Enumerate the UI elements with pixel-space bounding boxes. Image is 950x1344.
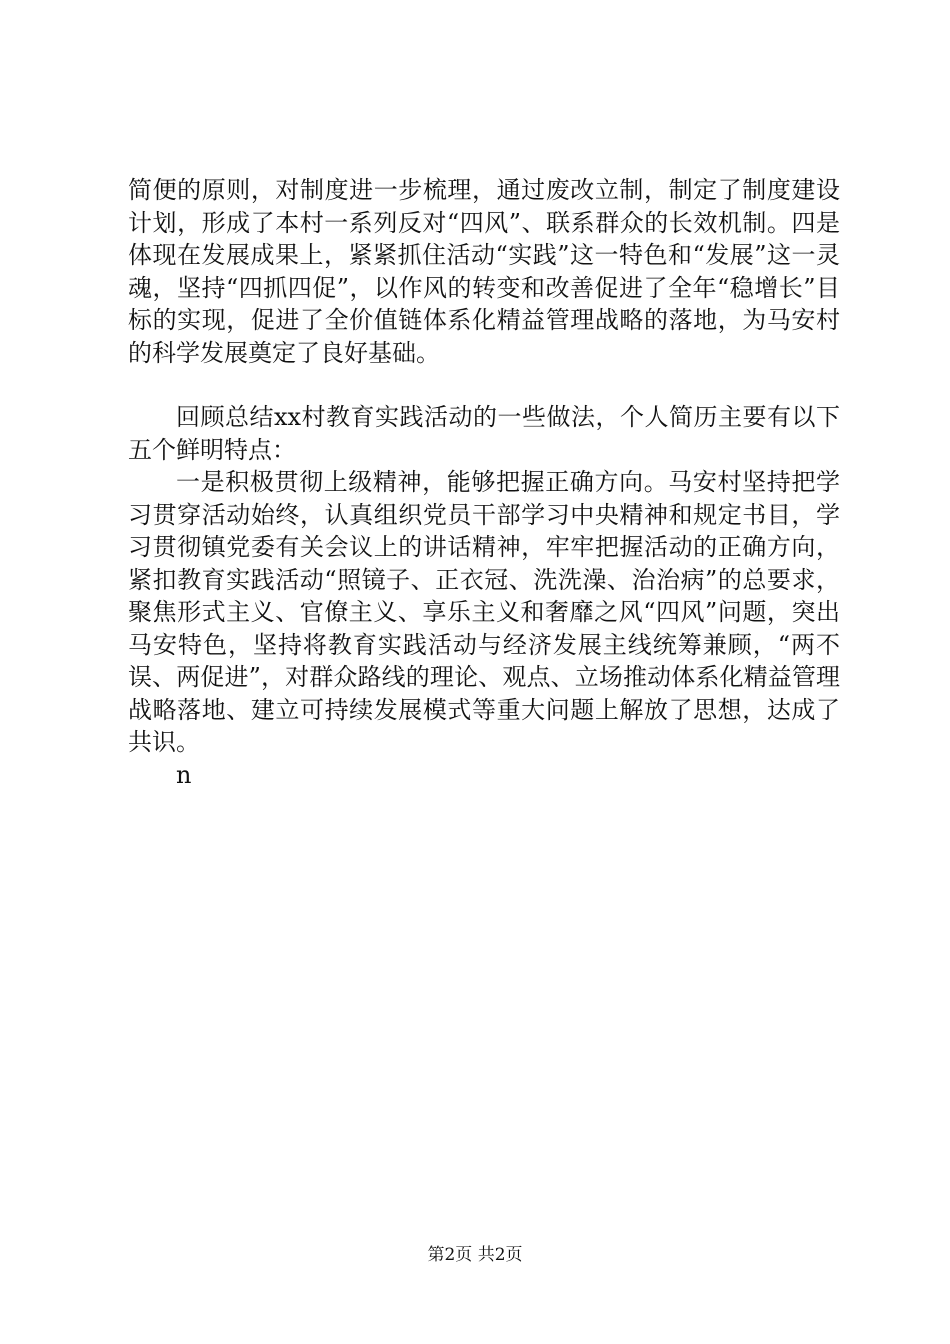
paragraph-review-summary: 回顾总结xx村教育实践活动的一些做法，个人简历主要有以下五个鲜明特点： — [128, 403, 840, 464]
document-body — [128, 174, 840, 791]
paragraph-continuation: 简便的原则，对制度进一步梳理，通过废改立制，制定了制度建设计划，形成了本村一系列反对“四风”、联系群众的长效机制。四是体现在发展成果上，紧紧抓住活动“实践”这一特色和“发展”这一灵魂，坚持“四抓四促”，以作风的转变和改善促进了全年“稳增长”目标的实现，促进了全价值链体系化精益管理战略的落地，为马安村的科学发展奠定了良好基础。 — [128, 176, 840, 367]
paragraph-point-one: 一是积极贯彻上级精神，能够把握正确方向。马安村坚持把学习贯穿活动始终，认真组织党员干部学习中央精神和规定书目，学习贯彻镇党委有关会议上的讲话精神，牢牢把握活动的正确方向，紧扣教育实践活动“照镜子、正衣冠、洗洗澡、治治病”的总要求，聚焦形式主义、官僚主义、享乐主义和奢靡之风“四风”问题，突出马安特色，坚持将教育实践活动与经济发展主线统筹兼顾，“两不误、两促进”，对群众路线的理论、观点、立场推动体系化精益管理战略落地、建立可持续发展模式等重大问题上解放了思想，达成了共识。 — [128, 468, 840, 756]
paragraph-spacer — [128, 369, 840, 401]
page-footer — [0, 1244, 950, 1266]
page-number-label: 第2页 共2页 — [427, 1245, 523, 1265]
paragraph-stray-character: n — [176, 760, 192, 789]
